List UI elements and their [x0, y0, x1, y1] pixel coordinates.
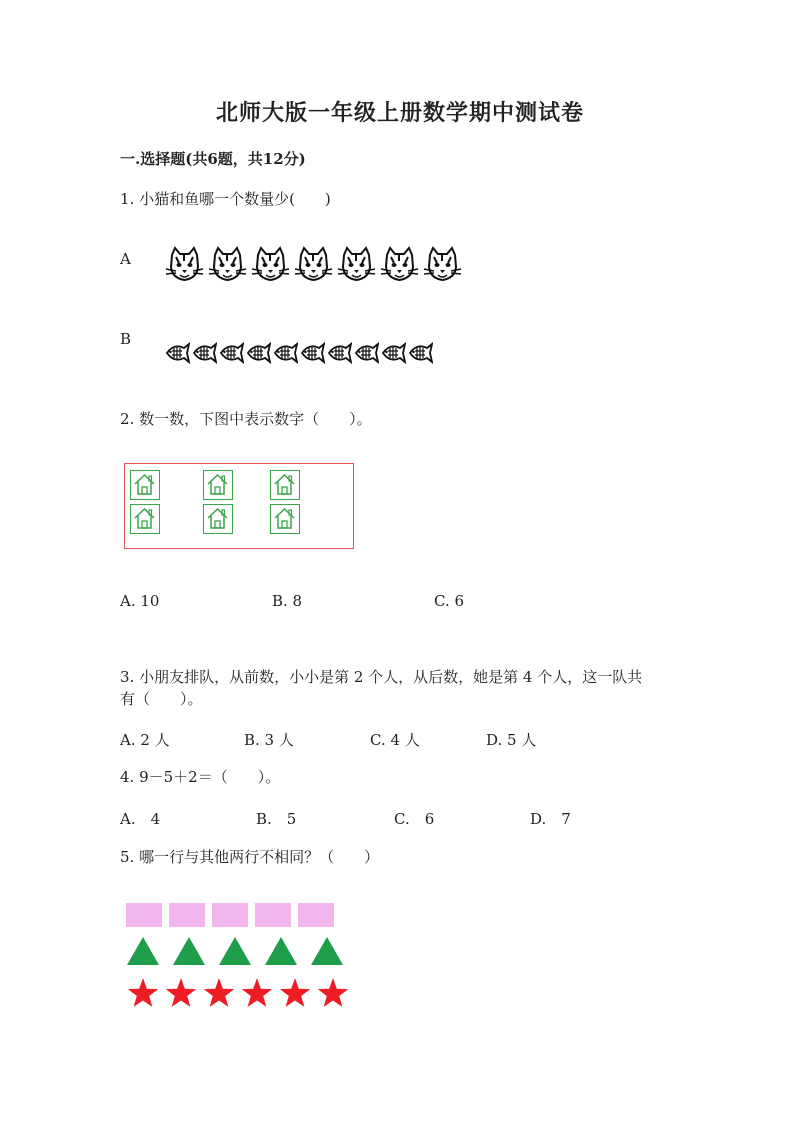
cat-face-icon: [207, 245, 248, 285]
fish-icon: [191, 340, 217, 366]
fish-row: [164, 340, 433, 366]
house-icon: [203, 504, 233, 534]
question-1-text: 1. 小猫和鱼哪一个数量少( ): [120, 190, 331, 208]
pink-rectangle: [212, 903, 248, 927]
house-box: [124, 463, 354, 549]
red-star: [126, 977, 160, 1009]
star-row: [126, 977, 350, 1009]
q4-option-b: B. 5: [256, 810, 297, 828]
question-2-text: 2. 数一数，下图中表示数字（ ）。: [120, 410, 372, 428]
cat-face-icon: [379, 245, 420, 285]
green-triangle: [126, 936, 160, 966]
house-icon: [270, 470, 300, 500]
triangle-row: [126, 936, 344, 966]
q3-option-d: D. 5 人: [486, 731, 537, 749]
cat-face-icon: [422, 245, 463, 285]
question-5-text: 5. 哪一行与其他两行不相同？（ ）: [120, 848, 380, 866]
fish-icon: [272, 340, 298, 366]
page-title: 北师大版一年级上册数学期中测试卷: [215, 100, 584, 126]
q4-option-c: C. 6: [394, 810, 435, 828]
red-star: [278, 977, 312, 1009]
cat-row: [164, 245, 463, 285]
fish-icon: [353, 340, 379, 366]
q2-option-b: B. 8: [272, 592, 303, 610]
square-row: [126, 903, 334, 927]
q4-option-d: D. 7: [530, 810, 571, 828]
house-icon: [270, 504, 300, 534]
fish-icon: [299, 340, 325, 366]
q2-option-c: C. 6: [434, 592, 465, 610]
cat-face-icon: [164, 245, 205, 285]
question-3-line2: 有（ ）。: [120, 690, 203, 708]
house-icon: [203, 470, 233, 500]
red-star: [316, 977, 350, 1009]
fish-icon: [164, 340, 190, 366]
fish-icon: [380, 340, 406, 366]
cat-face-icon: [293, 245, 334, 285]
question-3-line1: 3. 小朋友排队，从前数，小小是第 2 个人，从后数，她是第 4 个人，这一队共: [120, 668, 643, 686]
q3-option-a: A. 2 人: [120, 731, 170, 749]
q3-option-c: C. 4 人: [370, 731, 420, 749]
pink-rectangle: [169, 903, 205, 927]
option-a-label: A: [120, 250, 131, 268]
cat-face-icon: [336, 245, 377, 285]
green-triangle: [218, 936, 252, 966]
red-star: [164, 977, 198, 1009]
red-star: [240, 977, 274, 1009]
q2-option-a: A. 10: [120, 592, 160, 610]
pink-rectangle: [126, 903, 162, 927]
fish-icon: [245, 340, 271, 366]
pink-rectangle: [255, 903, 291, 927]
house-icon: [130, 504, 160, 534]
q3-option-b: B. 3 人: [244, 731, 294, 749]
cat-face-icon: [250, 245, 291, 285]
pink-rectangle: [298, 903, 334, 927]
red-star: [202, 977, 236, 1009]
q4-option-a: A. 4: [120, 810, 161, 828]
green-triangle: [310, 936, 344, 966]
option-b-label: B: [120, 330, 132, 348]
house-icon: [130, 470, 160, 500]
fish-icon: [407, 340, 433, 366]
fish-icon: [218, 340, 244, 366]
green-triangle: [172, 936, 206, 966]
question-4-text: 4. 9－5＋2＝（ ）。: [120, 768, 281, 786]
fish-icon: [326, 340, 352, 366]
section-heading: 一.选择题(共6题，共12分): [120, 150, 306, 168]
green-triangle: [264, 936, 298, 966]
